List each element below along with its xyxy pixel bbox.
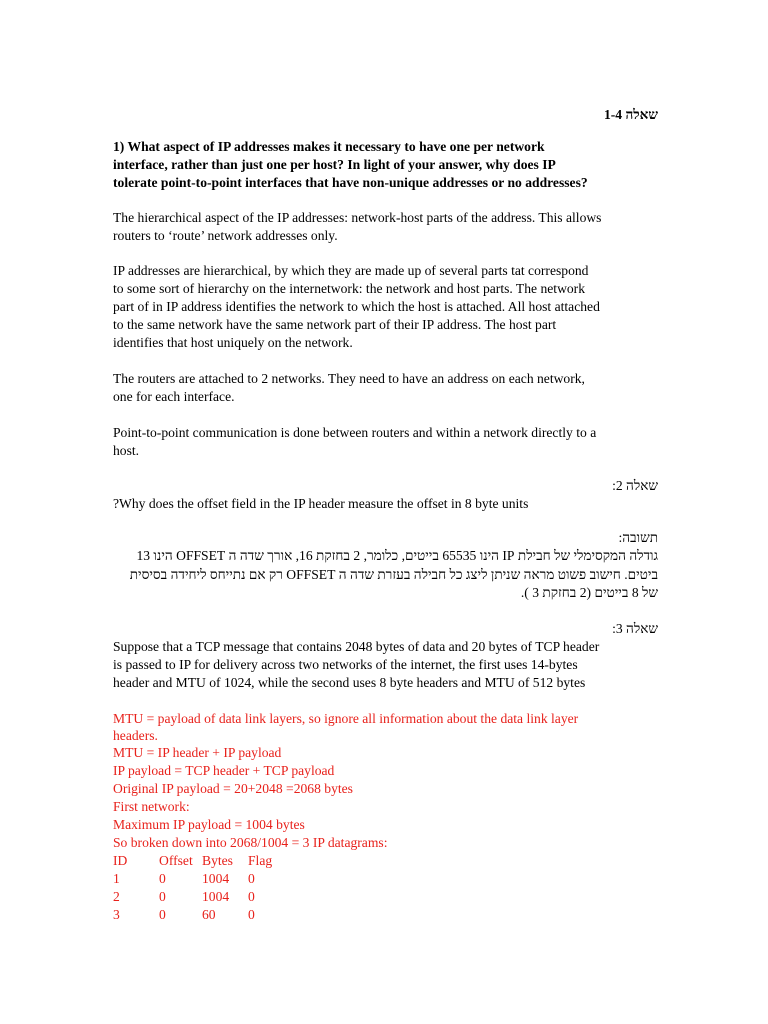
table-cell: 0 [248, 907, 255, 922]
answer-1-paragraph-line: The routers are attached to 2 networks. They need to have an address on each network, [113, 371, 585, 386]
question-3-answer-line: MTU = IP header + IP payload [113, 745, 282, 760]
table-header-row [113, 852, 288, 870]
answer-1-paragraph-line: routers to ‘route’ network addresses only. [113, 228, 338, 243]
question-1-4-heading: שאלה 1-4 [603, 107, 658, 122]
answer-1-paragraph-line: part of in IP address identifies the network to which the host is attached. All host attached [113, 299, 600, 314]
answer-1-paragraph-line: host. [113, 443, 140, 458]
question-1-line: 1) What aspect of IP addresses makes it necessary to have one per network [113, 139, 545, 154]
column-header-id: ID [113, 853, 128, 868]
table-cell: 0 [248, 871, 255, 886]
question-3-line: Suppose that a TCP message that contains 2048 bytes of data and 20 bytes of TCP header [113, 639, 600, 654]
question-2-answer-line: של 8 בייטים (2 בחזקת 3 ). [520, 585, 658, 600]
question-3-line: header and MTU of 1024, while the second uses 8 byte headers and MTU of 512 bytes [113, 675, 586, 690]
question-2-answer-label: תשובה: [618, 530, 658, 545]
table-cell: 60 [202, 907, 216, 922]
fragments-table [113, 852, 288, 924]
answer-1-paragraph-line: identifies that host uniquely on the network. [113, 335, 353, 350]
table-row [113, 888, 288, 906]
question-3-answer-line: So broken down into 2068/1004 = 3 IP datagrams: [113, 835, 388, 850]
question-3-answer-line: IP payload = TCP header + TCP payload [113, 763, 335, 778]
table-cell: 0 [248, 889, 255, 904]
answer-1-paragraph-line: to some sort of hierarchy on the internetwork: the network and host parts. The network [113, 281, 586, 296]
question-1-line: interface, rather than just one per host? In light of your answer, why does IP [113, 157, 556, 172]
table-cell: 1004 [202, 871, 230, 886]
table-row [113, 906, 288, 924]
answer-1-paragraph-line: one for each interface. [113, 389, 235, 404]
answer-1-paragraph-line: Point-to-point communication is done between routers and within a network directly to a [113, 425, 597, 440]
column-header-bytes: Bytes [202, 853, 233, 868]
question-2-text: ?Why does the offset field in the IP header measure the offset in 8 byte units [113, 496, 529, 511]
question-3-heading: שאלה 3: [612, 621, 658, 636]
table-cell: 1004 [202, 889, 230, 904]
table-cell: 2 [113, 889, 120, 904]
question-1-line: tolerate point-to-point interfaces that have non-unique addresses or no addresses? [113, 175, 588, 190]
question-3-answer-line: MTU = payload of data link layers, so ignore all information about the data link layer [113, 711, 579, 726]
table-cell: 0 [159, 871, 166, 886]
table-cell: 0 [159, 907, 166, 922]
table-cell: 0 [159, 889, 166, 904]
answer-1-paragraph-line: IP addresses are hierarchical, by which they are made up of several parts tat correspond [113, 263, 589, 278]
answer-1-paragraph-line: The hierarchical aspect of the IP addresses: network-host parts of the address. This allows [113, 210, 602, 225]
answer-1-paragraph-line: to the same network have the same network part of their IP address. The host part [113, 317, 557, 332]
question-3-answer-line: headers. [113, 728, 158, 743]
question-2-answer-line: גודלה המקסימלי של חבילת IP הינו 65535 בייטים, כלומר, 2 בחזקת 16, אורך שדה ה OFFSET הינו 13 [136, 548, 658, 563]
question-2-answer-line: ביטים. חישוב פשוט מראה שניתן ליצג כל חבילה בעזרת שדה ה OFFSET רק אם נתייחס ליחידה בסיסית [129, 567, 658, 582]
column-header-offset: Offset [159, 853, 193, 868]
column-header-flag: Flag [248, 853, 273, 868]
table-row [113, 870, 288, 888]
table-cell: 3 [113, 907, 120, 922]
question-3-answer-line: Original IP payload = 20+2048 =2068 bytes [113, 781, 353, 796]
table-cell: 1 [113, 871, 120, 886]
question-3-answer-line: First network: [113, 799, 190, 814]
question-3-line: is passed to IP for delivery across two networks of the internet, the first uses 14-bytes [113, 657, 578, 672]
question-3-answer-line: Maximum IP payload = 1004 bytes [113, 817, 305, 832]
question-2-heading: שאלה 2: [612, 478, 658, 493]
